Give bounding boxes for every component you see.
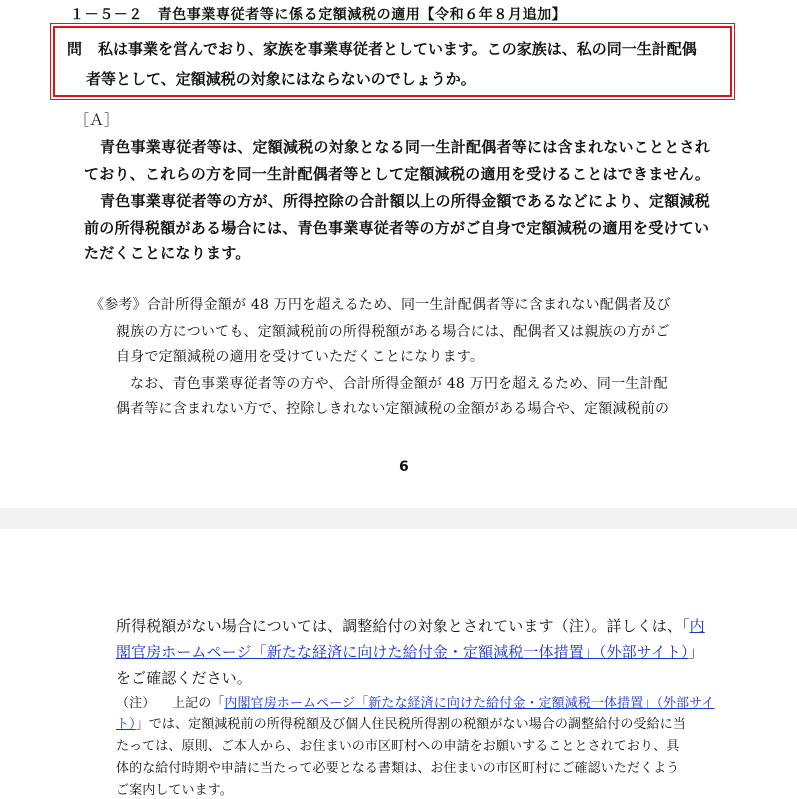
page-number: 6 (399, 459, 409, 475)
note-link-part-2[interactable]: ト） (116, 717, 136, 732)
note-text-1: 上記の「 (172, 696, 225, 711)
note-line-1 (116, 692, 715, 711)
answer-line-2: ており、これらの方を同一生計配偶者等として定額減税の適用を受けることはできません。 (84, 165, 711, 183)
continuation-line-3: をご確認ください。 (116, 669, 252, 687)
answer-line-3: 青色事業専従者等の方が、所得控除の合計額以上の所得金額であるなどにより、定額減税 (100, 192, 711, 210)
answer-line-1: 青色事業専従者等は、定額減税の対象となる同一生計配偶者等には含まれないこととされ (100, 138, 711, 156)
question-text-1: 私は事業を営んでおり、家族を事業専従者としています。この家族は、私の同一生計配偶 (98, 40, 697, 58)
cabinet-secretariat-link-part-1[interactable]: 内 (689, 617, 705, 635)
question-line-2: 者等として、定額減税の対象にはならないのでしょうか。 (86, 70, 476, 88)
note-text-2: 」では、定額減税前の所得税額及び個人住民税所得割の税額がない場合の調整給付の受給に当 (135, 717, 686, 732)
note-line-4: 体的な給付時期や申請に当たって必要となる書類は、お住まいの市区町村にご確認いただくよう (116, 761, 680, 776)
note-link-part-1[interactable]: 内閣官房ホームページ「新たな経済に向けた給付金・定額減税一体措置」（外部サイ (224, 696, 715, 711)
section-heading: １－５－２ 青色事業専従者等に係る定額減税の適用【令和６年８月追加】 (70, 7, 567, 23)
document-page-2 (0, 529, 797, 799)
question-line-1 (67, 38, 697, 59)
answer-label: ［Ａ］ (74, 111, 120, 129)
answer-line-5: ただくことになります。 (84, 244, 251, 262)
continuation-text-2: 」 (688, 643, 704, 661)
continuation-line-1 (116, 615, 705, 636)
note-label: （注） (116, 696, 156, 711)
note-line-2 (116, 713, 686, 732)
note-line-5: ご案内しています。 (116, 783, 233, 798)
answer-line-4: 前の所得税額がある場合には、青色事業専従者等の方がご自身で定額減税の適用を受けてい (84, 219, 710, 237)
continuation-line-2 (116, 641, 704, 662)
page-separator (0, 508, 797, 529)
reference-line-5: 偶者等に含まれない方で、控除しきれない定額減税の金額がある場合や、定額減税前の (116, 401, 670, 417)
question-label: 問 (67, 40, 83, 58)
question-box (53, 26, 732, 97)
reference-line-3: 自身で定額減税の適用を受けていただくことになります。 (116, 349, 485, 365)
cabinet-secretariat-link-part-2[interactable]: 閣官房ホームページ「新たな経済に向けた給付金・定額減税一体措置」（外部サイト） (116, 643, 689, 661)
reference-line-4: なお、青色事業専従者等の方や、合計所得金額が 48 万円を超えるため、同一生計配 (130, 376, 668, 392)
continuation-text-1: 所得税額がない場合については、調整給付の対象とされています（注）。詳しくは、「 (116, 617, 690, 635)
note-line-3: たっては、原則、ご本人から、お住まいの市区町村への申請をお願いすることとされており、具 (116, 739, 680, 754)
reference-line-2: 親族の方についても、定額減税前の所得税額がある場合には、配偶者又は親族の方がご (116, 324, 670, 340)
reference-line-1: 《参考》合計所得金額が 48 万円を超えるため、同一生計配偶者等に含まれない配偶者及び (90, 297, 671, 313)
